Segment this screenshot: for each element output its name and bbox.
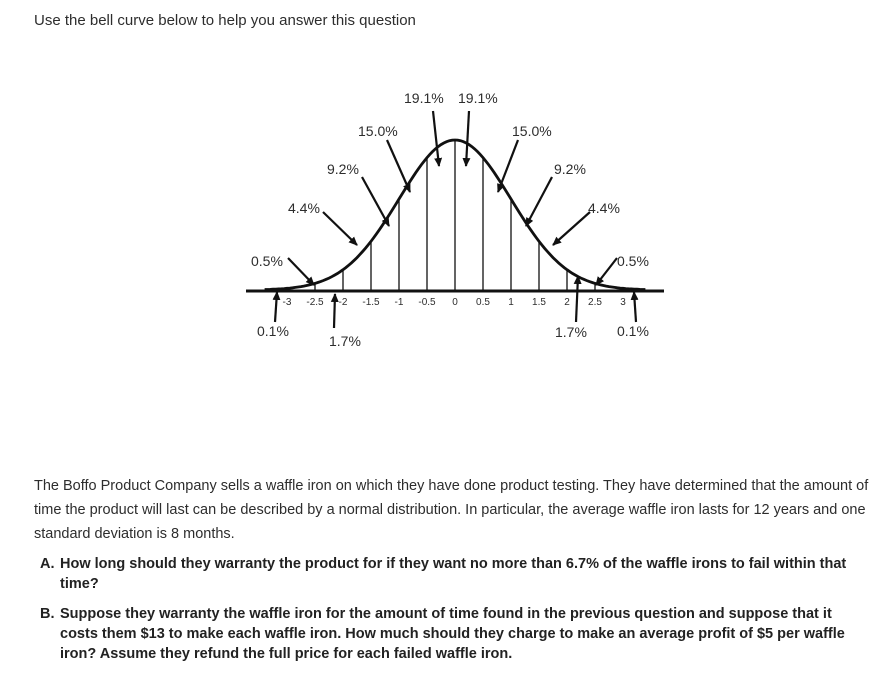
percent-label: 0.5%: [617, 253, 649, 269]
axis-tick-label: -0.5: [418, 297, 436, 308]
pointer-arrow: [498, 140, 518, 192]
pointer-arrow: [596, 258, 617, 285]
pointer-arrow: [526, 177, 552, 226]
axis-tick-label: 3: [620, 297, 626, 308]
axis-tick-label: 0: [452, 297, 458, 308]
percent-label: 1.7%: [329, 333, 361, 349]
percent-label: 19.1%: [458, 90, 498, 106]
axis-tick-label: -2.5: [306, 297, 324, 308]
question-a-text: How long should they warranty the product for if they want no more than 6.7% of the waffle irons to fail within that time?: [60, 556, 847, 592]
pointer-arrow: [362, 177, 389, 226]
percent-label: 19.1%: [404, 90, 444, 106]
pointer-arrow: [334, 294, 335, 328]
percent-label: 4.4%: [588, 200, 620, 216]
pointer-arrow: [576, 276, 578, 322]
percent-label: 0.1%: [617, 323, 649, 339]
question-list: [40, 554, 866, 674]
axis-tick-label: 1.5: [532, 297, 546, 308]
axis-tick-label: 0.5: [476, 297, 490, 308]
percent-label: 0.5%: [251, 253, 283, 269]
percent-label: 1.7%: [555, 324, 587, 340]
percent-label: 4.4%: [288, 200, 320, 216]
question-b-text: Suppose they warranty the waffle iron for the amount of time found in the previous question and suppose that it costs them $13 to make each waffle iron. How much should they charge to make an average profit of $5 per waffle iron? Assume they refund the full price for each failed waffle iron.: [60, 606, 845, 662]
axis-tick-label: -1.5: [362, 297, 380, 308]
axis-tick-label: -3: [282, 297, 292, 308]
question-a-letter: A.: [40, 556, 55, 572]
pointer-arrow: [466, 111, 469, 166]
percent-label: 9.2%: [327, 161, 359, 177]
pointer-arrow: [553, 212, 590, 245]
pointer-arrow: [275, 292, 277, 322]
axis-tick-label: 1: [508, 297, 514, 308]
axis-tick-label: -1: [394, 297, 404, 308]
question-a: [40, 554, 866, 594]
pointer-arrow: [288, 258, 314, 285]
question-b-letter: B.: [40, 606, 55, 622]
pointer-arrow: [387, 140, 410, 192]
axis-tick-label: 2.5: [588, 297, 602, 308]
percent-label: 9.2%: [554, 161, 586, 177]
pointer-arrow: [433, 111, 439, 166]
question-b: [40, 604, 866, 664]
intro-text: Use the bell curve below to help you answer this question: [34, 12, 416, 29]
axis-tick-label: -2: [338, 297, 348, 308]
axis-tick-label: 2: [564, 297, 570, 308]
problem-statement: The Boffo Product Company sells a waffle iron on which they have done product testing. They have determined that the amount of time the product will last can be described by a normal distribution. In particular, the average waffle iron lasts for 12 years and one standard deviation is 8 months.: [34, 478, 869, 542]
pointer-arrow: [323, 212, 357, 245]
pointer-arrow: [634, 292, 636, 322]
percent-label: 15.0%: [358, 123, 398, 139]
percent-label: 0.1%: [257, 323, 289, 339]
percent-label: 15.0%: [512, 123, 552, 139]
